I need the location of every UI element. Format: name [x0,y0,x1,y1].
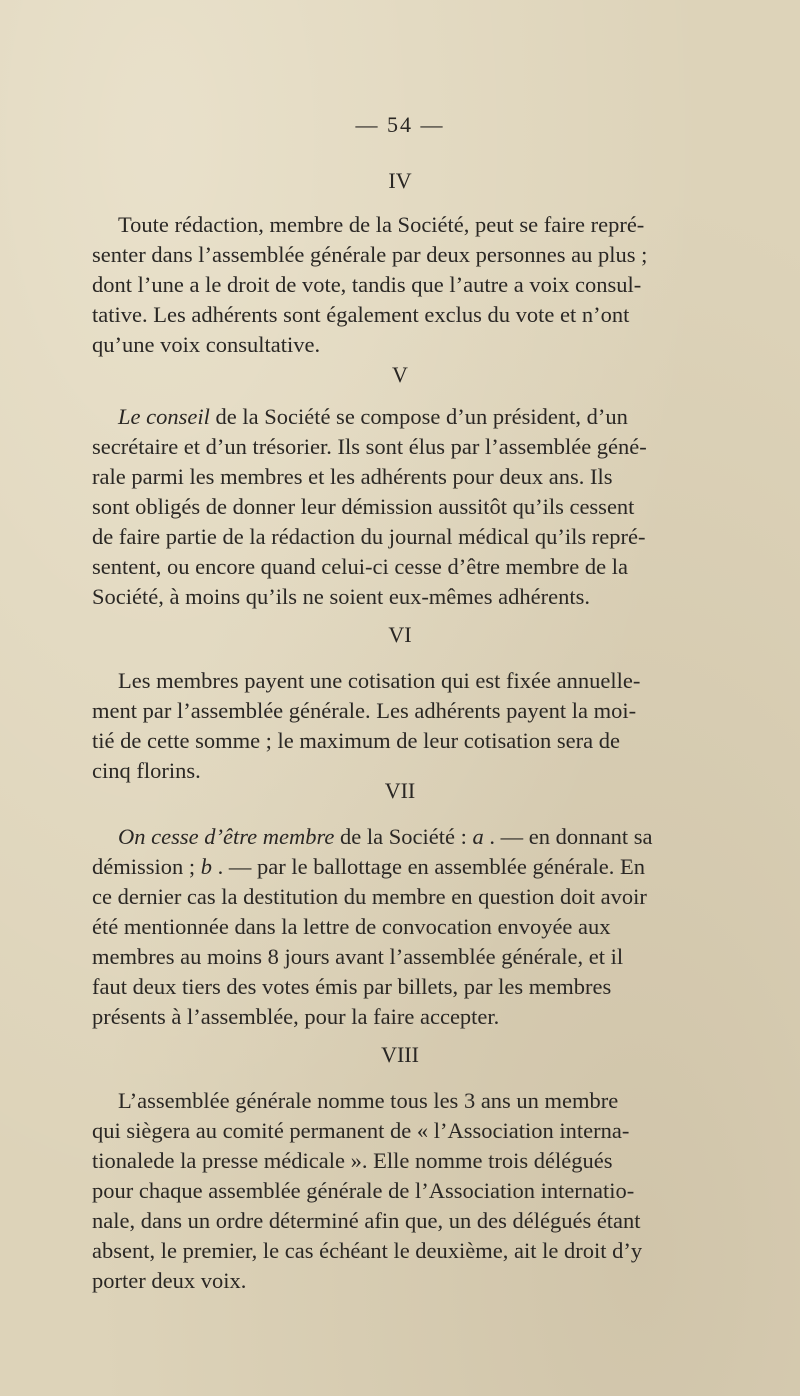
text-line: sentent, ou encore quand celui-ci cesse d’être membre de la [92,554,629,579]
text-run: démission ; [92,854,201,879]
section-viii-text [92,1086,710,1296]
text-line: ment par l’assemblée générale. Les adhérents payent la moi- [92,698,637,723]
text-line: pour chaque assemblée générale de l’Association internatio- [92,1178,635,1203]
page-number: — 54 — [355,112,445,137]
text-line: cinq florins. [92,758,201,783]
text-line: Les membres payent une cotisation qui est fixée annuelle- [118,668,641,693]
text-line: Toute rédaction, membre de la Société, peut se faire repré- [118,212,645,237]
section-heading-viii: VIII [381,1042,419,1067]
text-line: présents à l’assemblée, pour la faire accepter. [92,1004,500,1029]
section-heading-vi: VI [388,622,412,647]
text-line [92,402,710,432]
text-line: nale, dans un ordre déterminé afin que, un des délégués étant [92,1208,641,1233]
text-run: de la Société : [334,824,473,849]
text-run: . — en donnant sa [483,824,653,849]
text-line: Société, à moins qu’ils ne soient eux-mêmes adhérents. [92,584,590,609]
text-line: ce dernier cas la destitution du membre en question doit avoir [92,884,647,909]
text-line: L’assemblée générale nomme tous les 3 ans un membre [118,1088,619,1113]
text-line: tionalede la presse médicale ». Elle nomme trois délégués [92,1148,613,1173]
text-line: secrétaire et d’un trésorier. Ils sont élus par l’assemblée géné- [92,434,647,459]
section-vi-text [92,666,710,786]
text-line: été mentionnée dans la lettre de convocation envoyée aux [92,914,611,939]
text-line [92,822,710,852]
text-run: . — par le ballottage en assemblée générale. En [212,854,645,879]
text-line: sont obligés de donner leur démission aussitôt qu’ils cessent [92,494,635,519]
italic-letter-a: a [472,824,484,849]
section-iv-text [92,210,710,360]
text-line: de faire partie de la rédaction du journal médical qu’ils repré- [92,524,646,549]
text-line: tié de cette somme ; le maximum de leur cotisation sera de [92,728,620,753]
section-heading-v: V [392,362,408,387]
section-v-text [92,402,710,612]
section-vii-text [92,822,710,1032]
text-line: porter deux voix. [92,1268,247,1293]
text-line: absent, le premier, le cas échéant le deuxième, ait le droit d’y [92,1238,643,1263]
text-line: qui siègera au comité permanent de « l’Association interna- [92,1118,630,1143]
italic-lead: Le conseil [118,404,210,429]
section-heading-vii: VII [384,778,416,803]
text-line: senter dans l’assemblée générale par deux personnes au plus ; [92,242,648,267]
text-run: de la Société se compose d’un président, d’un [209,404,628,429]
section-heading-iv: IV [388,168,412,193]
text-line: qu’une voix consultative. [92,332,321,357]
text-line: dont l’une a le droit de vote, tandis que l’autre a voix consul- [92,272,642,297]
text-line: membres au moins 8 jours avant l’assemblée générale, et il [92,944,624,969]
text-line: faut deux tiers des votes émis par billets, par les membres [92,974,612,999]
italic-letter-b: b [200,854,213,879]
text-line: tative. Les adhérents sont également exclus du vote et n’ont [92,302,630,327]
text-line: rale parmi les membres et les adhérents pour deux ans. Ils [92,464,613,489]
text-line [92,852,710,882]
italic-lead: On cesse d’être membre [118,824,335,849]
